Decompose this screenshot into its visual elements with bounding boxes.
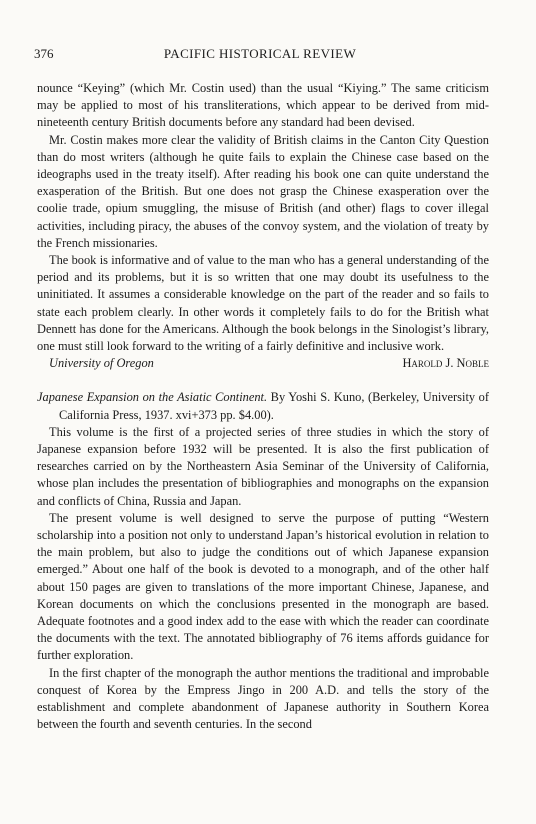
page-body xyxy=(37,80,489,734)
review-one-paragraph: The book is informative and of value to the man who has a general understanding of the period and its problems, but it is so written that one may doubt its usefulness to the uninitiated. It assumes a considerable knowledge on the part of the reader and so fails to state each problem clearly. In other words it completely fails to do for the British what Dennett has done for the Americans. Although the book belongs in the Sinologist’s library, one must still look forward to the writing of a fairly definitive and inclusive work. xyxy=(37,253,489,354)
book-title: Japanese Expansion on the Asiatic Continent. xyxy=(37,390,268,405)
reviewer-affiliation: University of Oregon xyxy=(49,356,154,371)
review-one-signature xyxy=(37,355,489,372)
reviewer-name: Harold J. Noble xyxy=(402,356,489,371)
book-citation xyxy=(37,389,489,423)
page-number: 376 xyxy=(34,46,54,61)
running-title: PACIFIC HISTORICAL REVIEW xyxy=(163,46,357,61)
review-one-paragraph: nounce “Keying” (which Mr. Costin used) than the usual “Kiying.” The same criticism may be applied to most of his transliterations, which appear to be derived from mid-nineteenth century British documents before any standard had been devised. xyxy=(37,81,489,130)
review-two-paragraph: In the first chapter of the monograph the author mentions the traditional and improbable conquest of Korea by the Empress Jingo in 200 A.D. and tells the story of the establishment and complete abandonment of Japanese authority in Southern Korea between the fourth and seventh centuries. In the second xyxy=(37,665,489,732)
review-one-paragraph: Mr. Costin makes more clear the validity of British claims in the Canton City Question than do most writers (although he quite fails to explain the Chinese case based on the ideographs used in the treaty itself). After reading his book one can quite understand the exasperation of the British. But one does not grasp the Chinese exasperation over the coolie trade, opium smuggling, the misuse of British (and other) flags to cover illegal activities, including piracy, the abuses of the convoy system, and the violation of treaty by the French missionaries. xyxy=(37,132,489,250)
section-gap xyxy=(37,372,489,389)
page-header xyxy=(34,46,486,64)
review-two-paragraph: This volume is the first of a projected series of three studies in which the story of Japanese expansion before 1932 will be presented. It is also the first publication of researches carried on by the Northeastern Asia Seminar of the University of California, whose plan includes the presentation of bibliographies and monographs on the expansion and conflicts of China, Russia and Japan. xyxy=(37,424,489,508)
citation-details: By Yoshi S. Kuno, (Berkeley, University of California Press, 1937. xvi+373 pp. $4.00). xyxy=(59,390,489,422)
review-two-paragraph: The present volume is well designed to serve the purpose of putting “Western scholarship into a position not only to understand Japan’s historical evolution in relation to the main problem, but also to judge the conditions out of which Japanese expansion emerged.” About one half of the book is devoted to a monograph, and of the other half about 150 pages are given to translations of the more important Chinese, Japanese, and Korean documents on which the conclusions presented in the monograph are based. Adequate footnotes and a good index add to the ease with which the reader can coordinate the documents with the text. The annotated bibliography of 76 items affords guidance for further exploration. xyxy=(37,510,489,663)
